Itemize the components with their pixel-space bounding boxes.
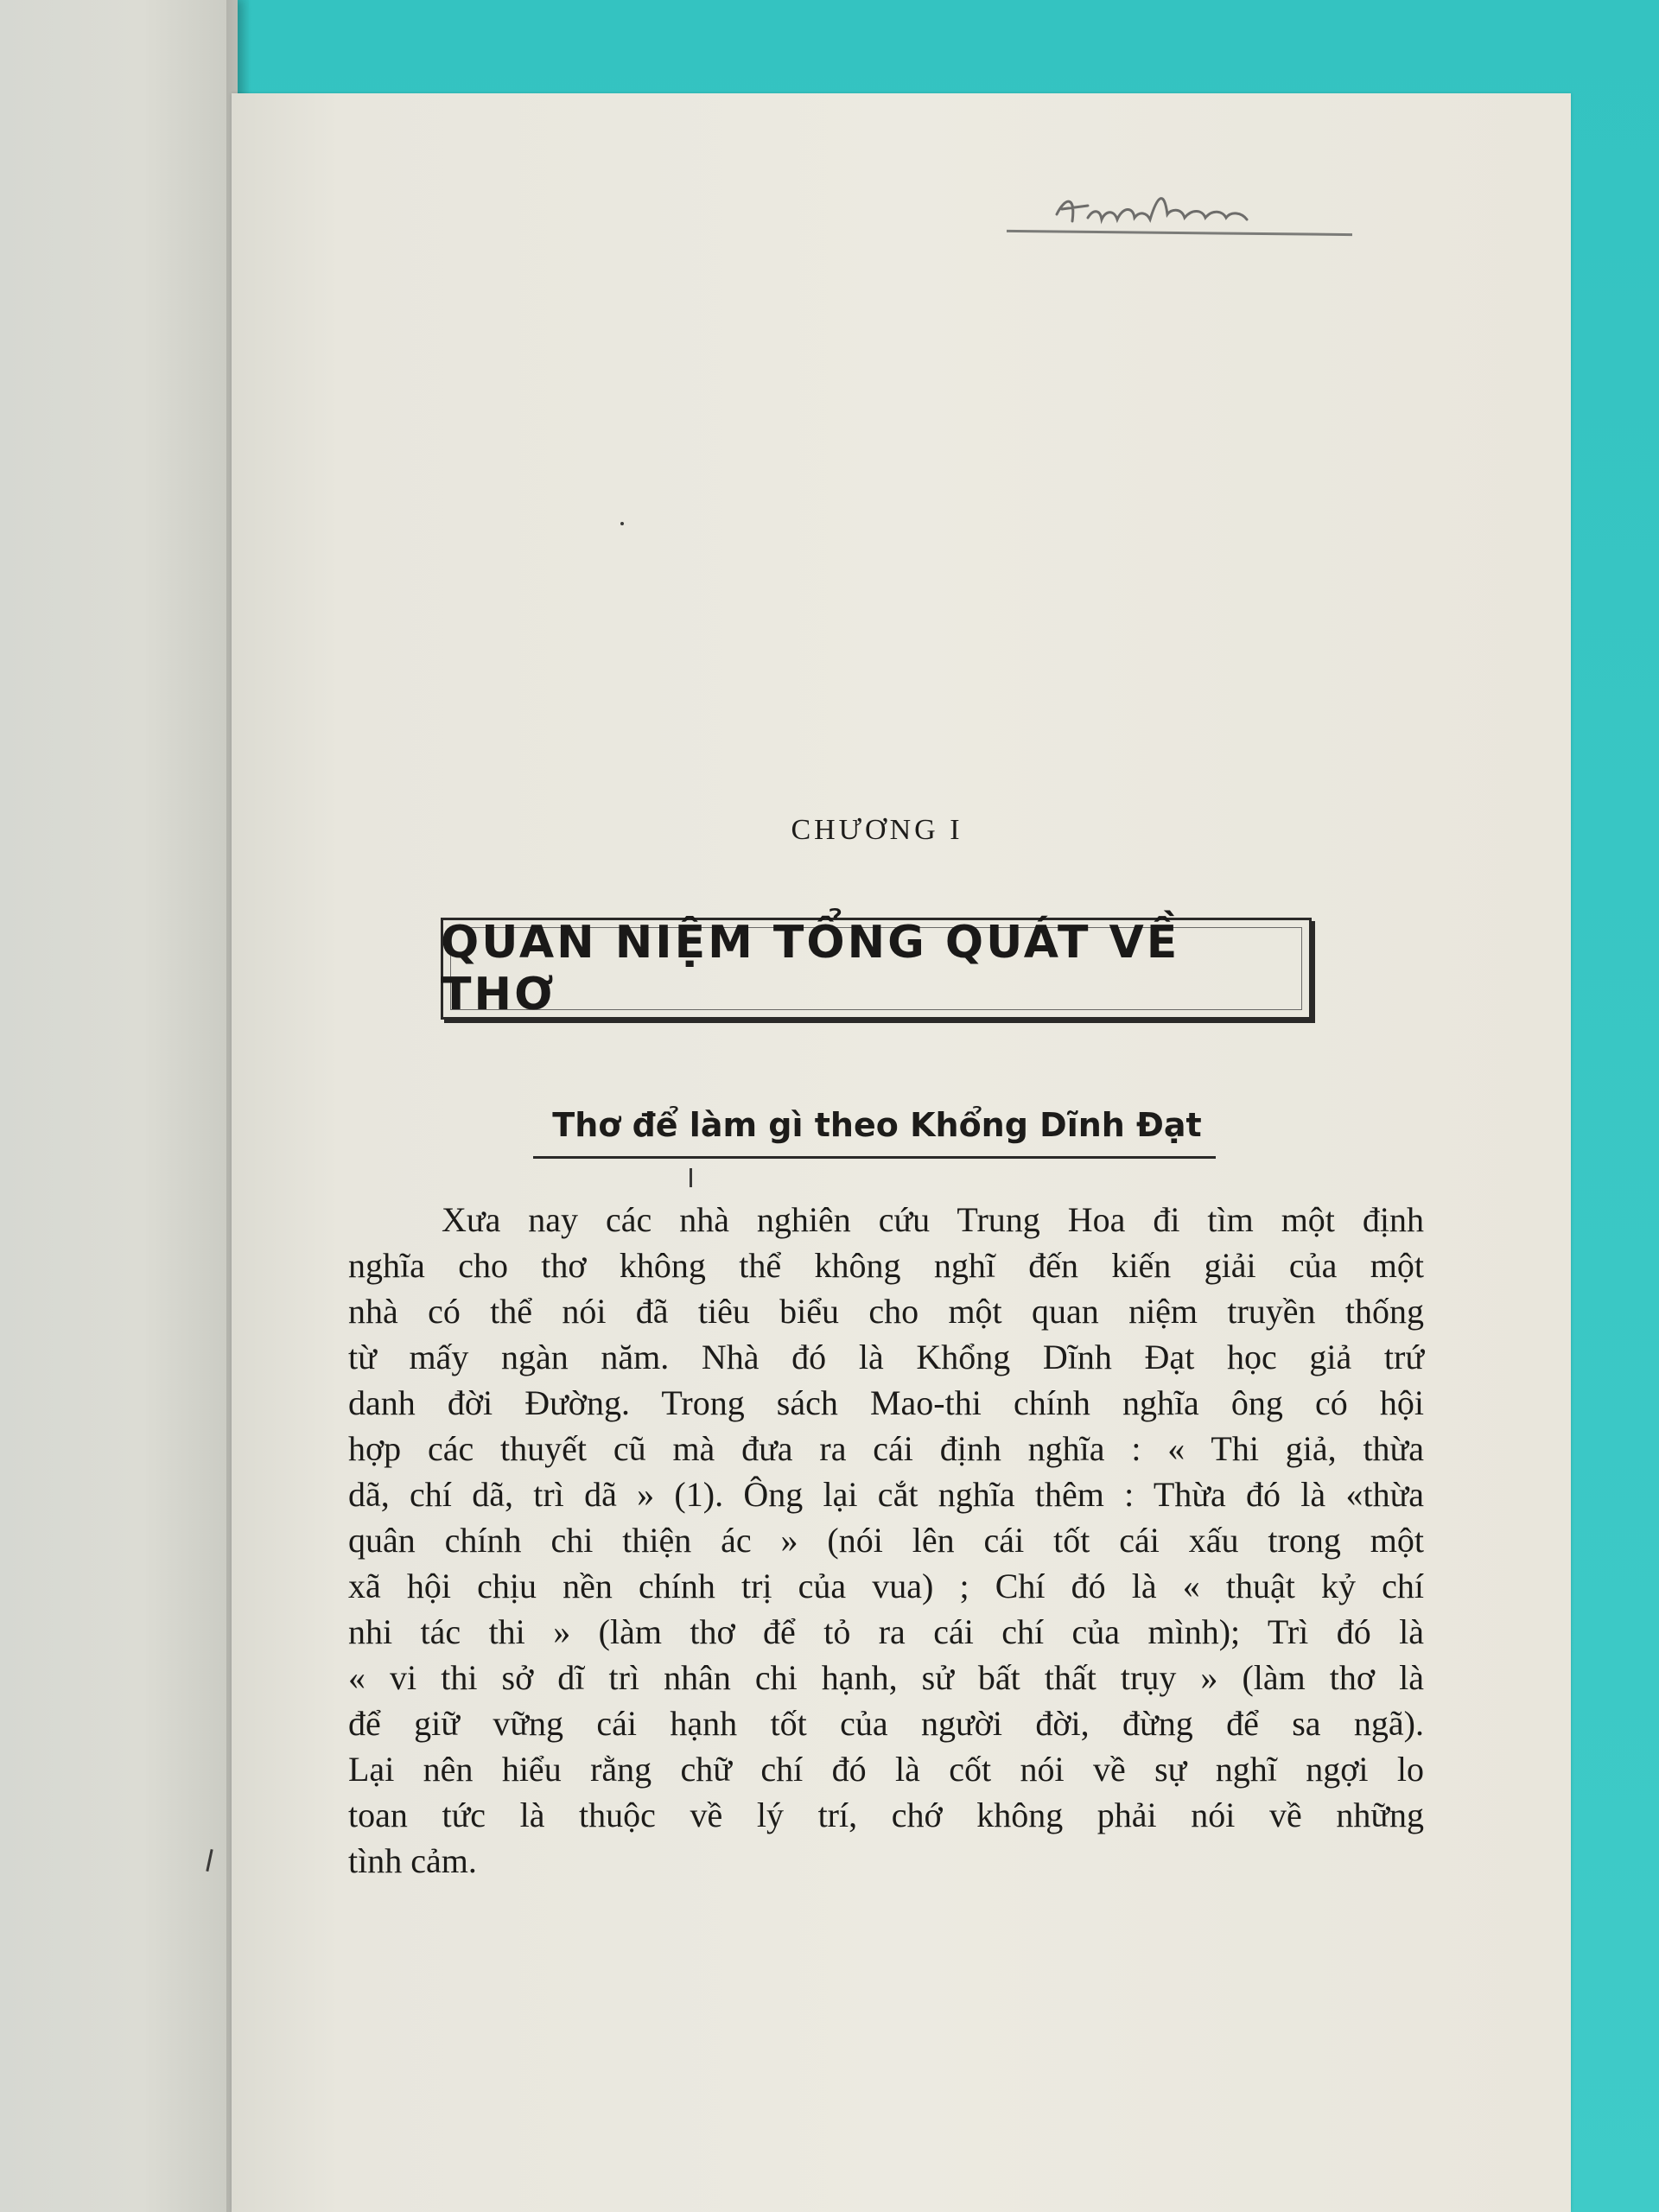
paragraph-line: nhi tác thi » (làm thơ để tỏ ra cái chí của mình); Trì đó là bbox=[348, 1612, 1424, 1651]
chapter-label: CHƯƠNG I bbox=[791, 814, 963, 846]
paragraph-line: toan tức là thuộc về lý trí, chớ không phải nói về những bbox=[348, 1796, 1424, 1834]
paragraph-line: nhà có thể nói đã tiêu biểu cho một quan niệm truyền thống bbox=[348, 1292, 1424, 1331]
paragraph-line: Lại nên hiểu rằng chữ chí đó là cốt nói về sự nghĩ ngợi lo bbox=[348, 1750, 1424, 1789]
paragraph-line: để giữ vững cái hạnh tốt của người đời, đừng để sa ngã). bbox=[348, 1704, 1424, 1743]
paragraph-line: « vi thi sở dĩ trì nhân chi hạnh, sử bất thất trụy » (làm thơ là bbox=[348, 1658, 1424, 1697]
body-paragraph bbox=[348, 1197, 1424, 1884]
ink-mark bbox=[620, 522, 624, 525]
ink-mark bbox=[690, 1168, 692, 1187]
paragraph-line: từ mấy ngàn năm. Nhà đó là Khổng Dĩnh Đạt học giả trứ bbox=[348, 1338, 1424, 1376]
paragraph-line: tình cảm. bbox=[348, 1841, 477, 1880]
paragraph-line: quân chính chi thiện ác » (nói lên cái tốt cái xấu trong một bbox=[348, 1521, 1424, 1560]
paragraph-line: dã, chí dã, trì dã » (1). Ông lại cắt nghĩa thêm : Thừa đó là «thừa bbox=[348, 1475, 1424, 1514]
book-page bbox=[232, 93, 1571, 2212]
section-heading-underline bbox=[533, 1156, 1216, 1159]
paragraph-line: danh đời Đường. Trong sách Mao-thi chính nghĩa ông có hội bbox=[348, 1383, 1424, 1422]
paragraph-line: xã hội chịu nền chính trị của vua) ; Chí đó là « thuật kỷ chí bbox=[348, 1567, 1424, 1605]
paragraph-line: nghĩa cho thơ không thể không nghĩ đến kiến giải của một bbox=[348, 1246, 1424, 1285]
section-heading: Thơ để làm gì theo Khổng Dĩnh Đạt bbox=[552, 1106, 1202, 1144]
paragraph-line: Xưa nay các nhà nghiên cứu Trung Hoa đi tìm một định bbox=[442, 1200, 1424, 1239]
paragraph-line: hợp các thuyết cũ mà đưa ra cái định nghĩa : « Thi giả, thừa bbox=[348, 1429, 1424, 1468]
chapter-title: QUAN NIỆM TỔNG QUÁT VỀ THƠ bbox=[441, 917, 1180, 1020]
